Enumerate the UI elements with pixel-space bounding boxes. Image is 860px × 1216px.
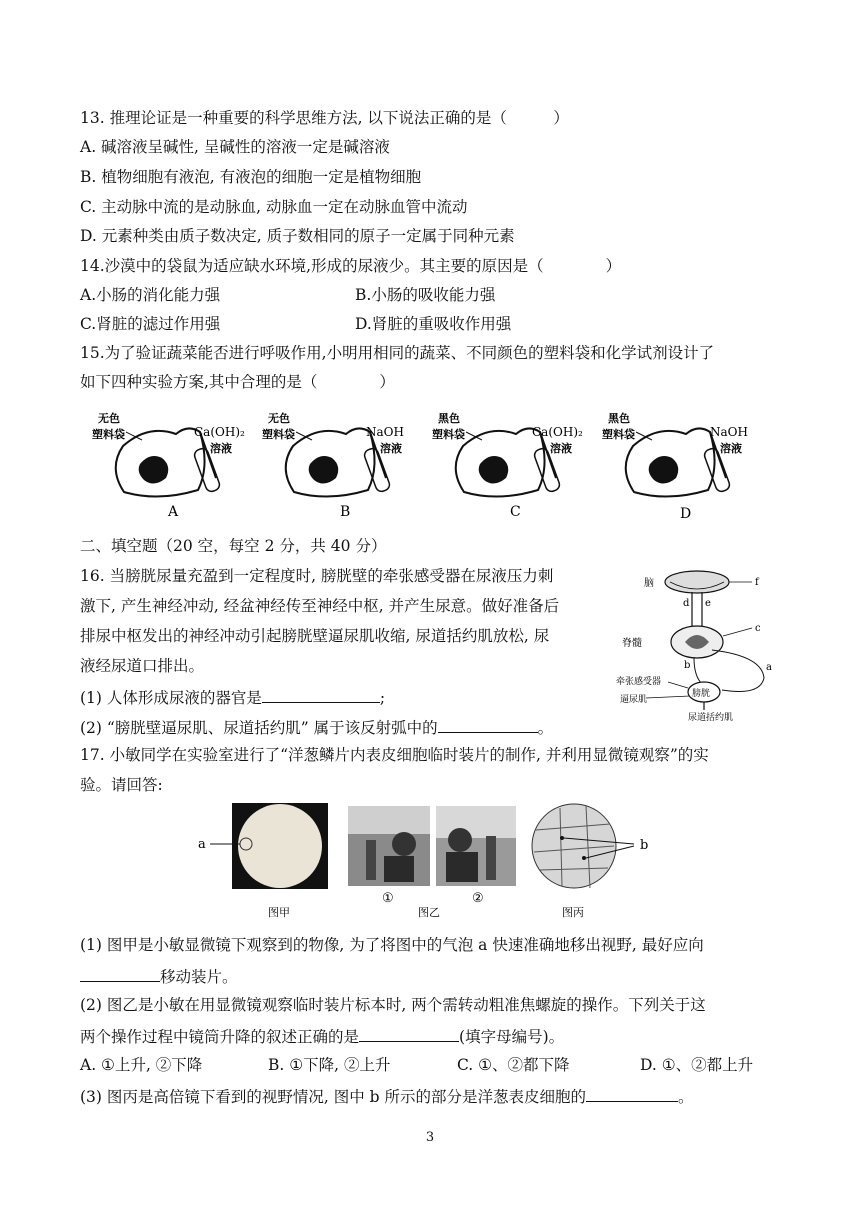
- q17-blank-1[interactable]: [80, 965, 160, 982]
- q17-sub2-text: 两个操作过程中镜筒升降的叙述正确的是: [80, 1028, 360, 1046]
- q16-sub1-end: ;: [379, 689, 386, 707]
- q17-sub2-line2: [80, 1025, 564, 1047]
- q16-fig-c: c: [755, 623, 761, 634]
- q17-sub1-line1: (1) 图甲是小敏显微镜下观察到的物像, 为了将图中的气泡 a 快速准确地移出视野, 最好应向: [80, 936, 704, 954]
- q17-fig-cap1: 图甲: [268, 906, 290, 919]
- q17-fig-cap2: 图乙: [418, 906, 440, 919]
- q17-fig-circle-2: ②: [472, 891, 484, 906]
- q16-line2: 激下, 产生神经冲动, 经盆神经传至神经中枢, 并产生尿意。做好准备后: [80, 597, 560, 615]
- q17-sub3-text: (3) 图丙是高倍镜下看到的视野情况, 图中 b 所示的部分是洋葱表皮细胞的: [80, 1088, 587, 1106]
- q15-option-b-diagram: [262, 411, 404, 520]
- q15-a-solution: 溶液: [210, 442, 232, 455]
- q13-stem: 13. 推理论证是一种重要的科学思维方法, 以下说法正确的是（ ）: [80, 109, 569, 127]
- q15-b-letter: B: [340, 504, 351, 520]
- page-number: 3: [425, 1130, 435, 1145]
- q15-a-letter: A: [168, 504, 179, 520]
- q17-line2: 验。请回答:: [80, 776, 163, 794]
- q17-sub1-line2: [80, 965, 238, 987]
- q16-fig-brain: 脑: [644, 578, 654, 589]
- q16-fig-b: b: [684, 660, 691, 671]
- q16-line3: 排尿中枢发出的神经冲动引起膀胱壁逼尿肌收缩, 尿道括约肌放松, 尿: [80, 627, 550, 645]
- q16-fig-d: d: [683, 598, 690, 609]
- q13-option-d: D. 元素种类由质子数决定, 质子数相同的原子一定属于同种元素: [80, 227, 515, 245]
- q17-sub3: [80, 1085, 694, 1107]
- q15-d-solution: 溶液: [720, 442, 742, 455]
- q17-option-b: B. ①下降, ②上升: [268, 1056, 391, 1074]
- q15-c-bag-label2: 塑料袋: [432, 428, 465, 441]
- q14-option-a: A.小肠的消化能力强: [80, 286, 221, 304]
- q17-fig-a: a: [198, 837, 206, 852]
- q17-fig-circle-1: ①: [382, 891, 394, 906]
- q15-figure: [88, 406, 768, 526]
- q15-a-bag-label2: 塑料袋: [92, 428, 125, 441]
- q17-option-a: A. ①上升, ②下降: [80, 1056, 203, 1074]
- q17-sub3-end: 。: [678, 1088, 694, 1106]
- q15-option-a-diagram: [92, 411, 245, 520]
- q14-stem: 14.沙漠中的袋鼠为适应缺水环境,形成的尿液少。其主要的原因是（ ）: [80, 257, 622, 275]
- q16-fig-sphincter: 尿道括约肌: [688, 713, 734, 723]
- q16-sub2-text: (2) “膀胱壁逼尿肌、尿道括约肌” 属于该反射弧中的: [80, 719, 438, 737]
- q14-option-c: C.肾脏的滤过作用强: [80, 315, 221, 333]
- section2-title: 二、填空题（20 空，每空 2 分，共 40 分）: [80, 537, 387, 555]
- q15-option-c-diagram: [432, 411, 583, 520]
- q17-sub2-end: (填字母编号)。: [459, 1028, 565, 1046]
- q15-b-bag-label1: 无色: [268, 412, 290, 425]
- q15-b-reagent: NaOH: [366, 425, 404, 439]
- q15-d-bag-label2: 塑料袋: [602, 428, 635, 441]
- q17-blank-2[interactable]: [359, 1025, 459, 1042]
- q13-option-a: A. 碱溶液呈碱性, 呈碱性的溶液一定是碱溶液: [80, 138, 390, 156]
- q16-fig-e: e: [705, 598, 711, 609]
- q15-stem-line2: 如下四种实验方案,其中合理的是（ ）: [80, 373, 395, 391]
- q16-reflex-arc-figure: [612, 566, 782, 726]
- q15-d-reagent: NaOH: [710, 425, 748, 439]
- q15-c-solution: 溶液: [550, 442, 572, 455]
- q16-fig-f: f: [755, 577, 759, 588]
- q16-line1: 16. 当膀胱尿量充盈到一定程度时, 膀胱壁的牵张感受器在尿液压力刺: [80, 567, 554, 585]
- q16-sub2: [80, 716, 553, 738]
- q15-d-letter: D: [680, 506, 692, 522]
- q13-option-b: B. 植物细胞有液泡, 有液泡的细胞一定是植物细胞: [80, 168, 422, 186]
- q16-blank-1[interactable]: [262, 686, 380, 703]
- q15-a-bag-label1: 无色: [98, 412, 120, 425]
- q16-fig-detrusor: 逼尿肌: [620, 695, 648, 705]
- q15-c-letter: C: [510, 504, 521, 520]
- q17-fig-cap3: 图丙: [562, 906, 584, 919]
- q17-sub2-line1: (2) 图乙是小敏在用显微镜观察临时装片标本时, 两个需转动粗准焦螺旋的操作。下列关于这: [80, 996, 706, 1014]
- q17-blank-3[interactable]: [586, 1085, 678, 1102]
- q17-fig-b: b: [640, 838, 649, 853]
- q15-option-d-diagram: [602, 411, 748, 522]
- q16-sub1: [80, 686, 385, 708]
- q16-blank-2[interactable]: [438, 716, 538, 733]
- q15-b-bag-label2: 塑料袋: [262, 428, 295, 441]
- q17-option-c: C. ①、②都下降: [457, 1056, 570, 1074]
- q16-sub2-end: 。: [537, 719, 554, 737]
- q16-fig-a: a: [766, 662, 772, 673]
- q15-d-bag-label1: 黑色: [608, 412, 630, 425]
- q15-c-bag-label1: 黑色: [438, 412, 460, 425]
- q15-c-reagent: Ca(OH)₂: [532, 425, 583, 439]
- q15-stem-line1: 15.为了验证蔬菜能否进行呼吸作用,小明用相同的蔬菜、不同颜色的塑料袋和化学试剂设计了: [80, 344, 715, 362]
- q17-microscope-figure: [190, 800, 670, 924]
- q17-option-d: D. ①、②都上升: [640, 1056, 754, 1074]
- q16-fig-receptor: 牵张感受器: [616, 677, 662, 687]
- q17-sub1-end: 移动装片。: [160, 968, 238, 986]
- q14-option-b: B.小肠的吸收能力强: [355, 286, 496, 304]
- q16-sub1-text: (1) 人体形成尿液的器官是: [80, 689, 262, 707]
- q16-fig-spine: 脊髓: [622, 638, 642, 649]
- q17-line1: 17. 小敏同学在实验室进行了“洋葱鳞片内表皮细胞临时装片的制作, 并利用显微镜观察”的实: [80, 746, 709, 764]
- q14-option-d: D.肾脏的重吸收作用强: [355, 315, 512, 333]
- q16-line4: 液经尿道口排出。: [80, 657, 205, 675]
- q15-a-reagent: Ca(OH)₂: [194, 425, 245, 439]
- q16-fig-bladder: 膀胱: [692, 689, 711, 699]
- q13-option-c: C. 主动脉中流的是动脉血, 动脉血一定在动脉血管中流动: [80, 198, 468, 216]
- q15-b-solution: 溶液: [380, 442, 402, 455]
